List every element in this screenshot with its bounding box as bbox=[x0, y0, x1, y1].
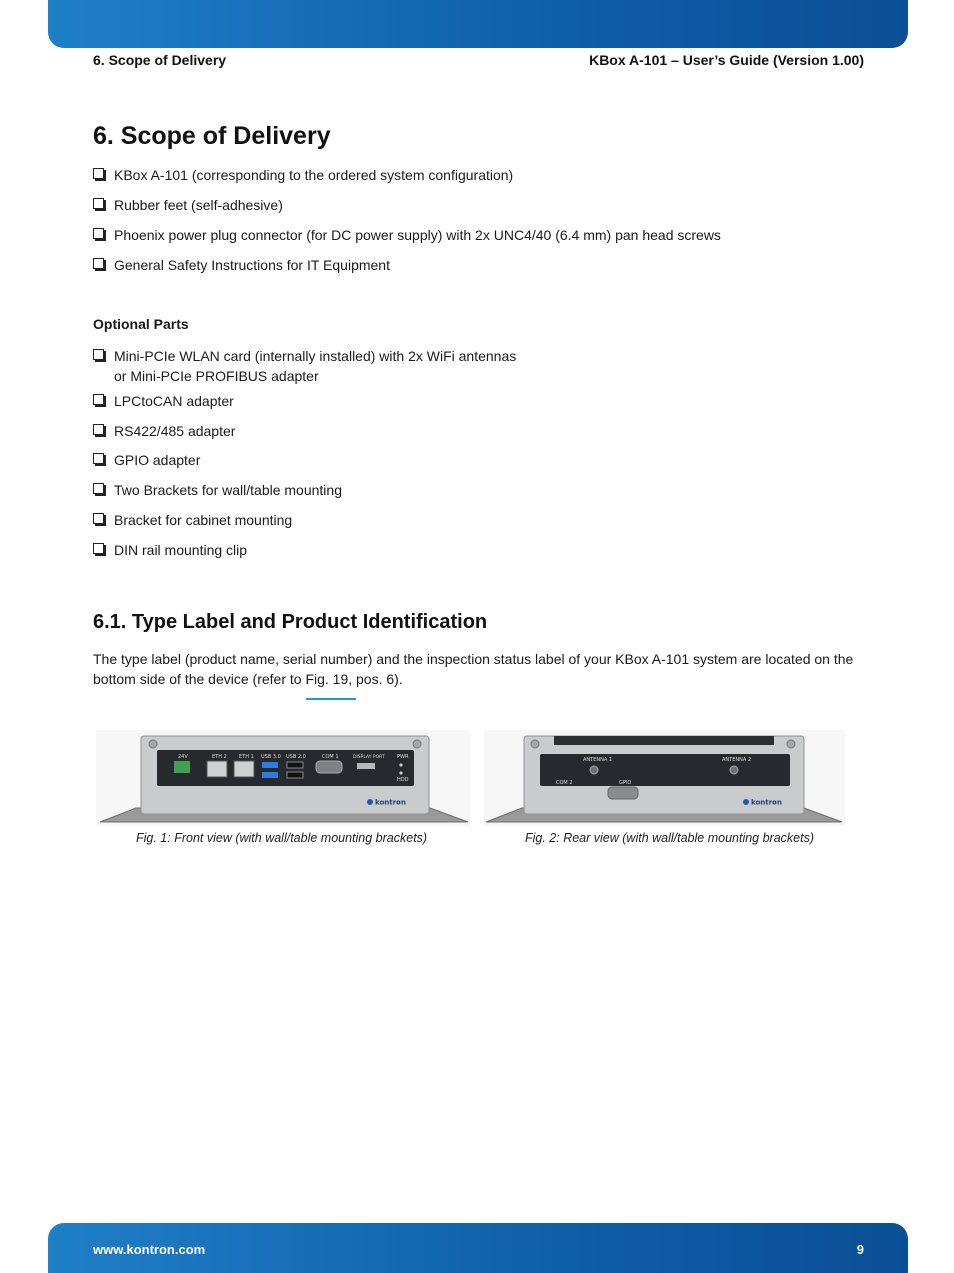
checkbox-icon bbox=[93, 168, 104, 179]
checkbox-icon bbox=[93, 228, 104, 239]
label-antenna1: ANTENNA 1 bbox=[583, 757, 613, 763]
list-item: Two Brackets for wall/table mounting bbox=[93, 480, 342, 500]
figure-2-caption: Fig. 2: Rear view (with wall/table mounting brackets) bbox=[525, 831, 815, 845]
front-view-figure bbox=[96, 730, 470, 826]
antenna-connector bbox=[730, 766, 738, 774]
checkbox-icon bbox=[93, 258, 104, 269]
checkbox-icon bbox=[93, 424, 104, 435]
list-item: Bracket for cabinet mounting bbox=[93, 510, 292, 530]
list-item: Rubber feet (self-adhesive) bbox=[93, 195, 283, 215]
antenna-connector bbox=[590, 766, 598, 774]
checkbox-icon bbox=[93, 198, 104, 209]
ethernet-port bbox=[207, 761, 227, 777]
label-antenna2: ANTENNA 2 bbox=[722, 757, 752, 763]
label-24v: 24V bbox=[178, 754, 188, 760]
label-gpio: GPIO bbox=[619, 780, 632, 786]
list-item: Mini-PCIe WLAN card (internally installed) with 2x WiFi antennas or Mini-PCIe PROFIBUS adapter bbox=[93, 346, 516, 386]
label-pwr: PWR bbox=[397, 754, 409, 760]
screw-icon bbox=[149, 740, 157, 748]
page-title: 6. Scope of Delivery bbox=[93, 122, 331, 150]
label-usb30: USB 3.0 bbox=[261, 754, 281, 760]
led-icon bbox=[399, 771, 402, 774]
section-title-6-1: 6.1. Type Label and Product Identification bbox=[93, 611, 488, 633]
label-com1: COM 1 bbox=[322, 754, 339, 760]
serial-port bbox=[316, 761, 342, 773]
brand-label: kontron bbox=[375, 798, 406, 807]
running-header-title: KBox A-101 – User’s Guide (Version 1.00) bbox=[589, 52, 864, 68]
checkbox-icon bbox=[93, 349, 104, 360]
checkbox-icon bbox=[93, 394, 104, 405]
screw-icon bbox=[787, 740, 795, 748]
screw-icon bbox=[531, 740, 539, 748]
power-connector bbox=[174, 761, 190, 773]
checkbox-icon bbox=[93, 543, 104, 554]
list-item: General Safety Instructions for IT Equipment bbox=[93, 255, 390, 275]
kontron-logo-icon bbox=[743, 799, 749, 805]
list-item: LPCtoCAN adapter bbox=[93, 391, 234, 411]
running-header-section: 6. Scope of Delivery bbox=[93, 52, 227, 68]
list-item: Phoenix power plug connector (for DC power supply) with 2x UNC4/40 (6.4 mm) pan head screws bbox=[93, 225, 721, 245]
optional-parts-heading: Optional Parts bbox=[93, 316, 189, 332]
gpio-port bbox=[608, 787, 638, 799]
kontron-logo-icon bbox=[367, 799, 373, 805]
usb3-port bbox=[262, 762, 278, 768]
footer-url[interactable]: www.kontron.com bbox=[93, 1242, 206, 1257]
list-item: KBox A-101 (corresponding to the ordered system configuration) bbox=[93, 165, 513, 185]
usb2-port bbox=[287, 762, 303, 768]
list-item: RS422/485 adapter bbox=[93, 421, 235, 441]
checkbox-icon bbox=[93, 513, 104, 524]
label-displayport: DISPLAY PORT bbox=[353, 755, 385, 760]
accent-rule bbox=[306, 698, 356, 700]
label-usb20: USB 2.0 bbox=[286, 754, 306, 760]
checkbox-icon bbox=[93, 483, 104, 494]
label-hdd: HDD bbox=[397, 777, 409, 783]
header-band bbox=[48, 0, 908, 48]
brand-label: kontron bbox=[751, 798, 782, 807]
figure-1-caption: Fig. 1: Front view (with wall/table mounting brackets) bbox=[136, 831, 428, 845]
screw-icon bbox=[413, 740, 421, 748]
label-eth2: ETH 2 bbox=[212, 754, 227, 760]
ethernet-port bbox=[234, 761, 254, 777]
list-item: GPIO adapter bbox=[93, 450, 200, 470]
page-number: 9 bbox=[856, 1242, 864, 1257]
list-item: DIN rail mounting clip bbox=[93, 540, 247, 560]
displayport-port bbox=[357, 763, 375, 769]
usb2-port bbox=[287, 772, 303, 778]
rear-view-figure bbox=[484, 730, 845, 826]
label-com2: COM 2 bbox=[556, 780, 573, 786]
label-eth1: ETH 1 bbox=[239, 754, 254, 760]
led-icon bbox=[399, 763, 402, 766]
usb3-port bbox=[262, 772, 278, 778]
checkbox-icon bbox=[93, 453, 104, 464]
heatsink-fins bbox=[554, 736, 774, 745]
section-paragraph: The type label (product name, serial number) and the inspection status label of your KBox A-101 system are located on the bottom side of the device (refer to Fig. 19, pos. 6). bbox=[93, 651, 854, 687]
io-panel bbox=[540, 754, 790, 786]
